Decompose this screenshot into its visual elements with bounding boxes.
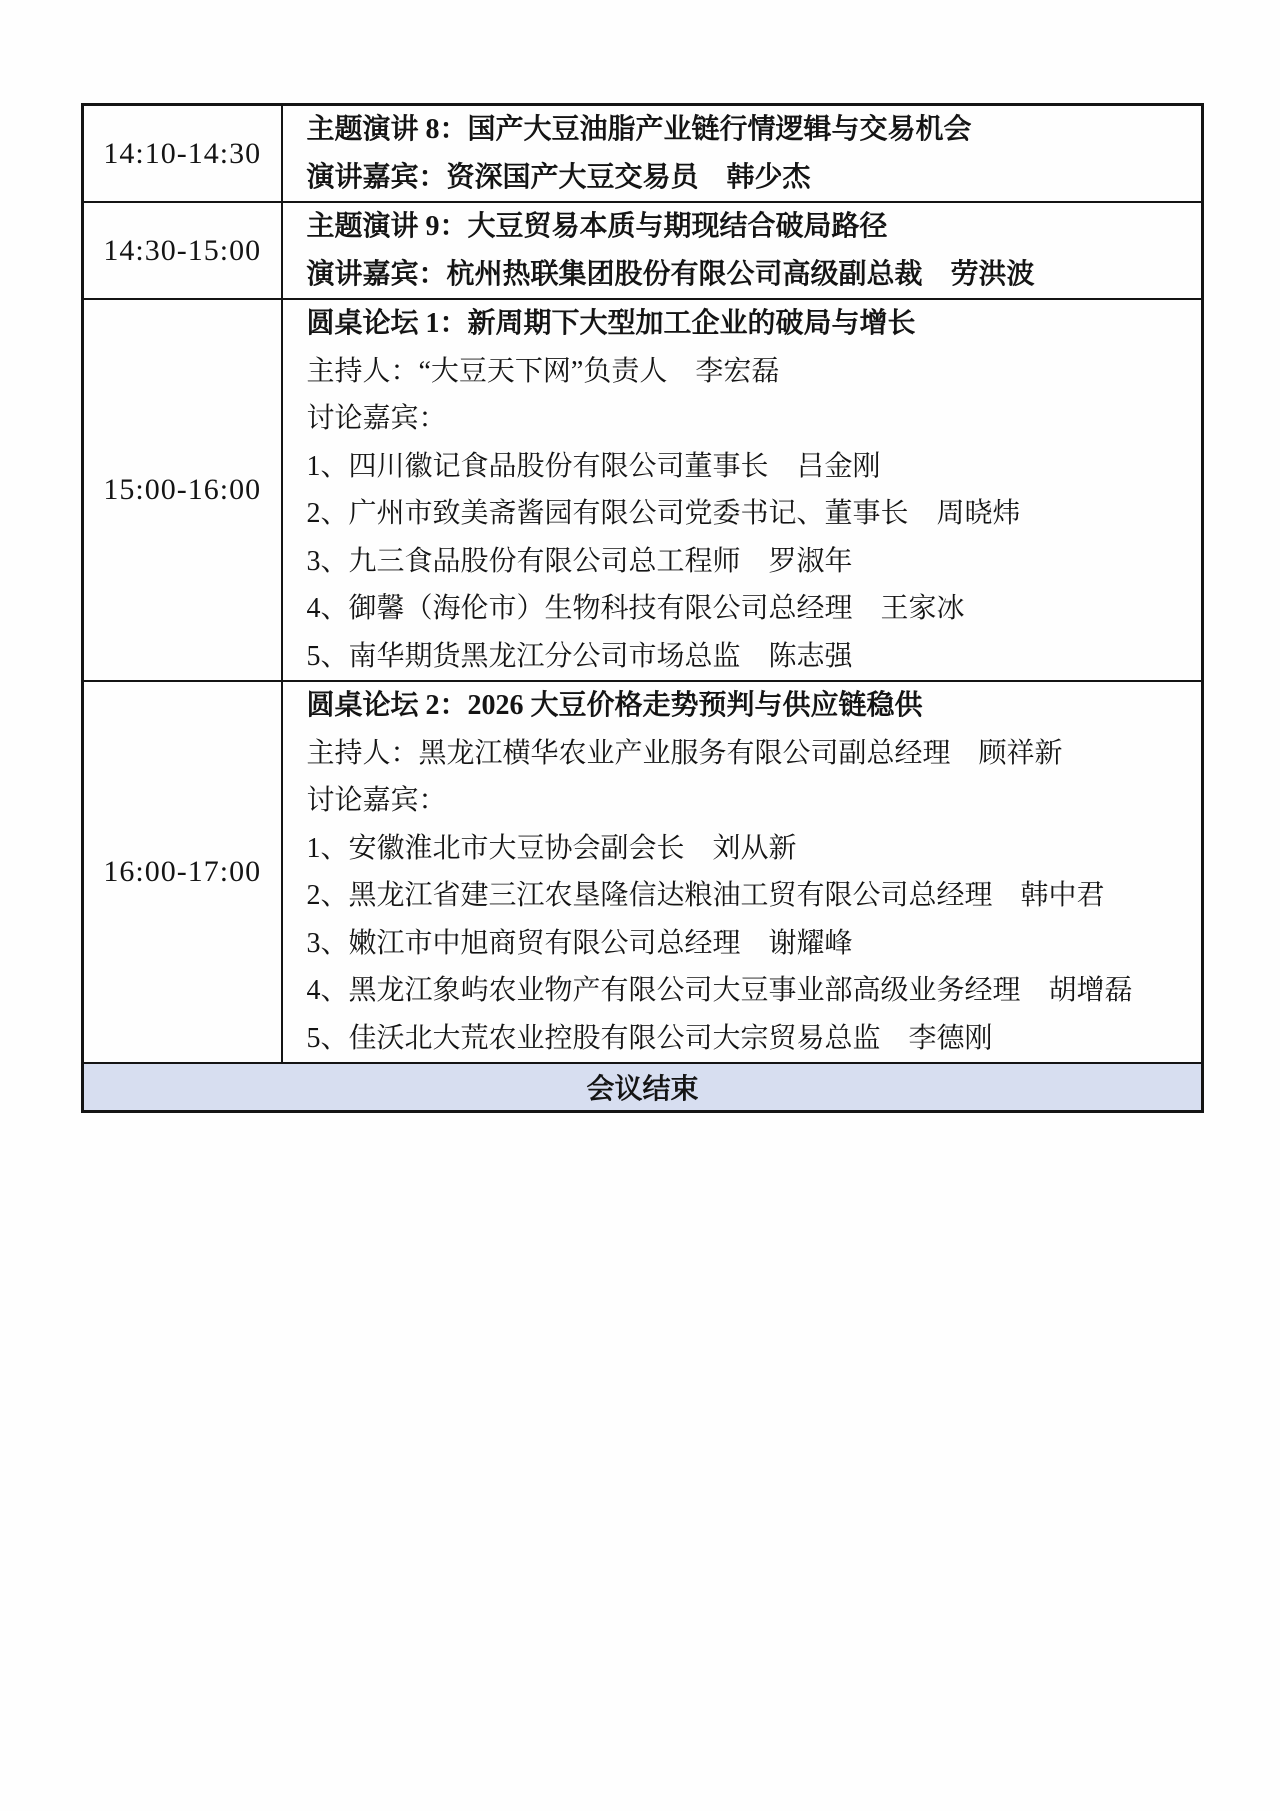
session-title-line: 主题演讲 9：大豆贸易本质与期现结合破局路径 xyxy=(306,211,888,242)
time-slot-cell: 14:10-14:30 xyxy=(83,105,282,203)
time-slot-cell: 14:30-15:00 xyxy=(83,202,282,299)
agenda-table-container xyxy=(81,103,1201,1113)
session-title-line: 圆桌论坛 2：2026 大豆价格走势预判与供应链稳供 xyxy=(306,690,923,721)
time-slot-cell: 16:00-17:00 xyxy=(83,681,282,1063)
agenda-table xyxy=(81,103,1204,1113)
table-row-end xyxy=(83,1063,1203,1112)
session-detail-line: 1、四川徽记食品股份有限公司董事长 吕金刚 xyxy=(306,450,881,482)
session-detail-line: 讨论嘉宾： xyxy=(306,403,447,434)
agenda-footer xyxy=(83,1063,1203,1112)
session-detail-line: 3、九三食品股份有限公司总工程师 罗淑年 xyxy=(306,545,853,577)
table-row xyxy=(83,681,1203,1063)
time-slot-cell: 15:00-16:00 xyxy=(83,299,282,681)
table-row xyxy=(83,299,1203,681)
session-detail-line: 1、安徽淮北市大豆协会副会长 刘从新 xyxy=(306,832,797,864)
session-title-line: 演讲嘉宾：资深国产大豆交易员 韩少杰 xyxy=(306,161,811,193)
session-cell xyxy=(282,202,1203,299)
session-detail-line: 4、御馨（海伦市）生物科技有限公司总经理 王家冰 xyxy=(306,593,965,624)
session-cell xyxy=(282,681,1203,1063)
session-title-line: 主题演讲 8：国产大豆油脂产业链行情逻辑与交易机会 xyxy=(306,114,972,145)
session-detail-line: 主持人：黑龙江横华农业产业服务有限公司副总经理 顾祥新 xyxy=(306,737,1063,769)
session-detail-line: 主持人：“大豆天下网”负责人 李宏磊 xyxy=(306,355,780,387)
table-row xyxy=(83,202,1203,299)
session-title-line: 圆桌论坛 1：新周期下大型加工企业的破局与增长 xyxy=(306,308,916,339)
table-row xyxy=(83,105,1203,203)
session-detail-line: 4、黑龙江象屿农业物产有限公司大豆事业部高级业务经理 胡增磊 xyxy=(306,975,1133,1006)
session-detail-line: 讨论嘉宾： xyxy=(306,785,447,816)
conference-end-banner: 会议结束 xyxy=(83,1063,1203,1112)
session-detail-line: 5、南华期货黑龙江分公司市场总监 陈志强 xyxy=(306,640,853,672)
session-cell xyxy=(282,299,1203,681)
session-title-line: 演讲嘉宾：杭州热联集团股份有限公司高级副总裁 劳洪波 xyxy=(306,258,1035,290)
session-detail-line: 2、广州市致美斋酱园有限公司党委书记、董事长 周晓炜 xyxy=(306,498,1021,529)
session-cell xyxy=(282,105,1203,203)
session-detail-line: 3、嫩江市中旭商贸有限公司总经理 谢耀峰 xyxy=(306,927,853,959)
session-detail-line: 2、黑龙江省建三江农垦隆信达粮油工贸有限公司总经理 韩中君 xyxy=(306,880,1105,911)
session-detail-line: 5、佳沃北大荒农业控股有限公司大宗贸易总监 李德刚 xyxy=(306,1022,993,1054)
agenda-body xyxy=(83,105,1203,1064)
